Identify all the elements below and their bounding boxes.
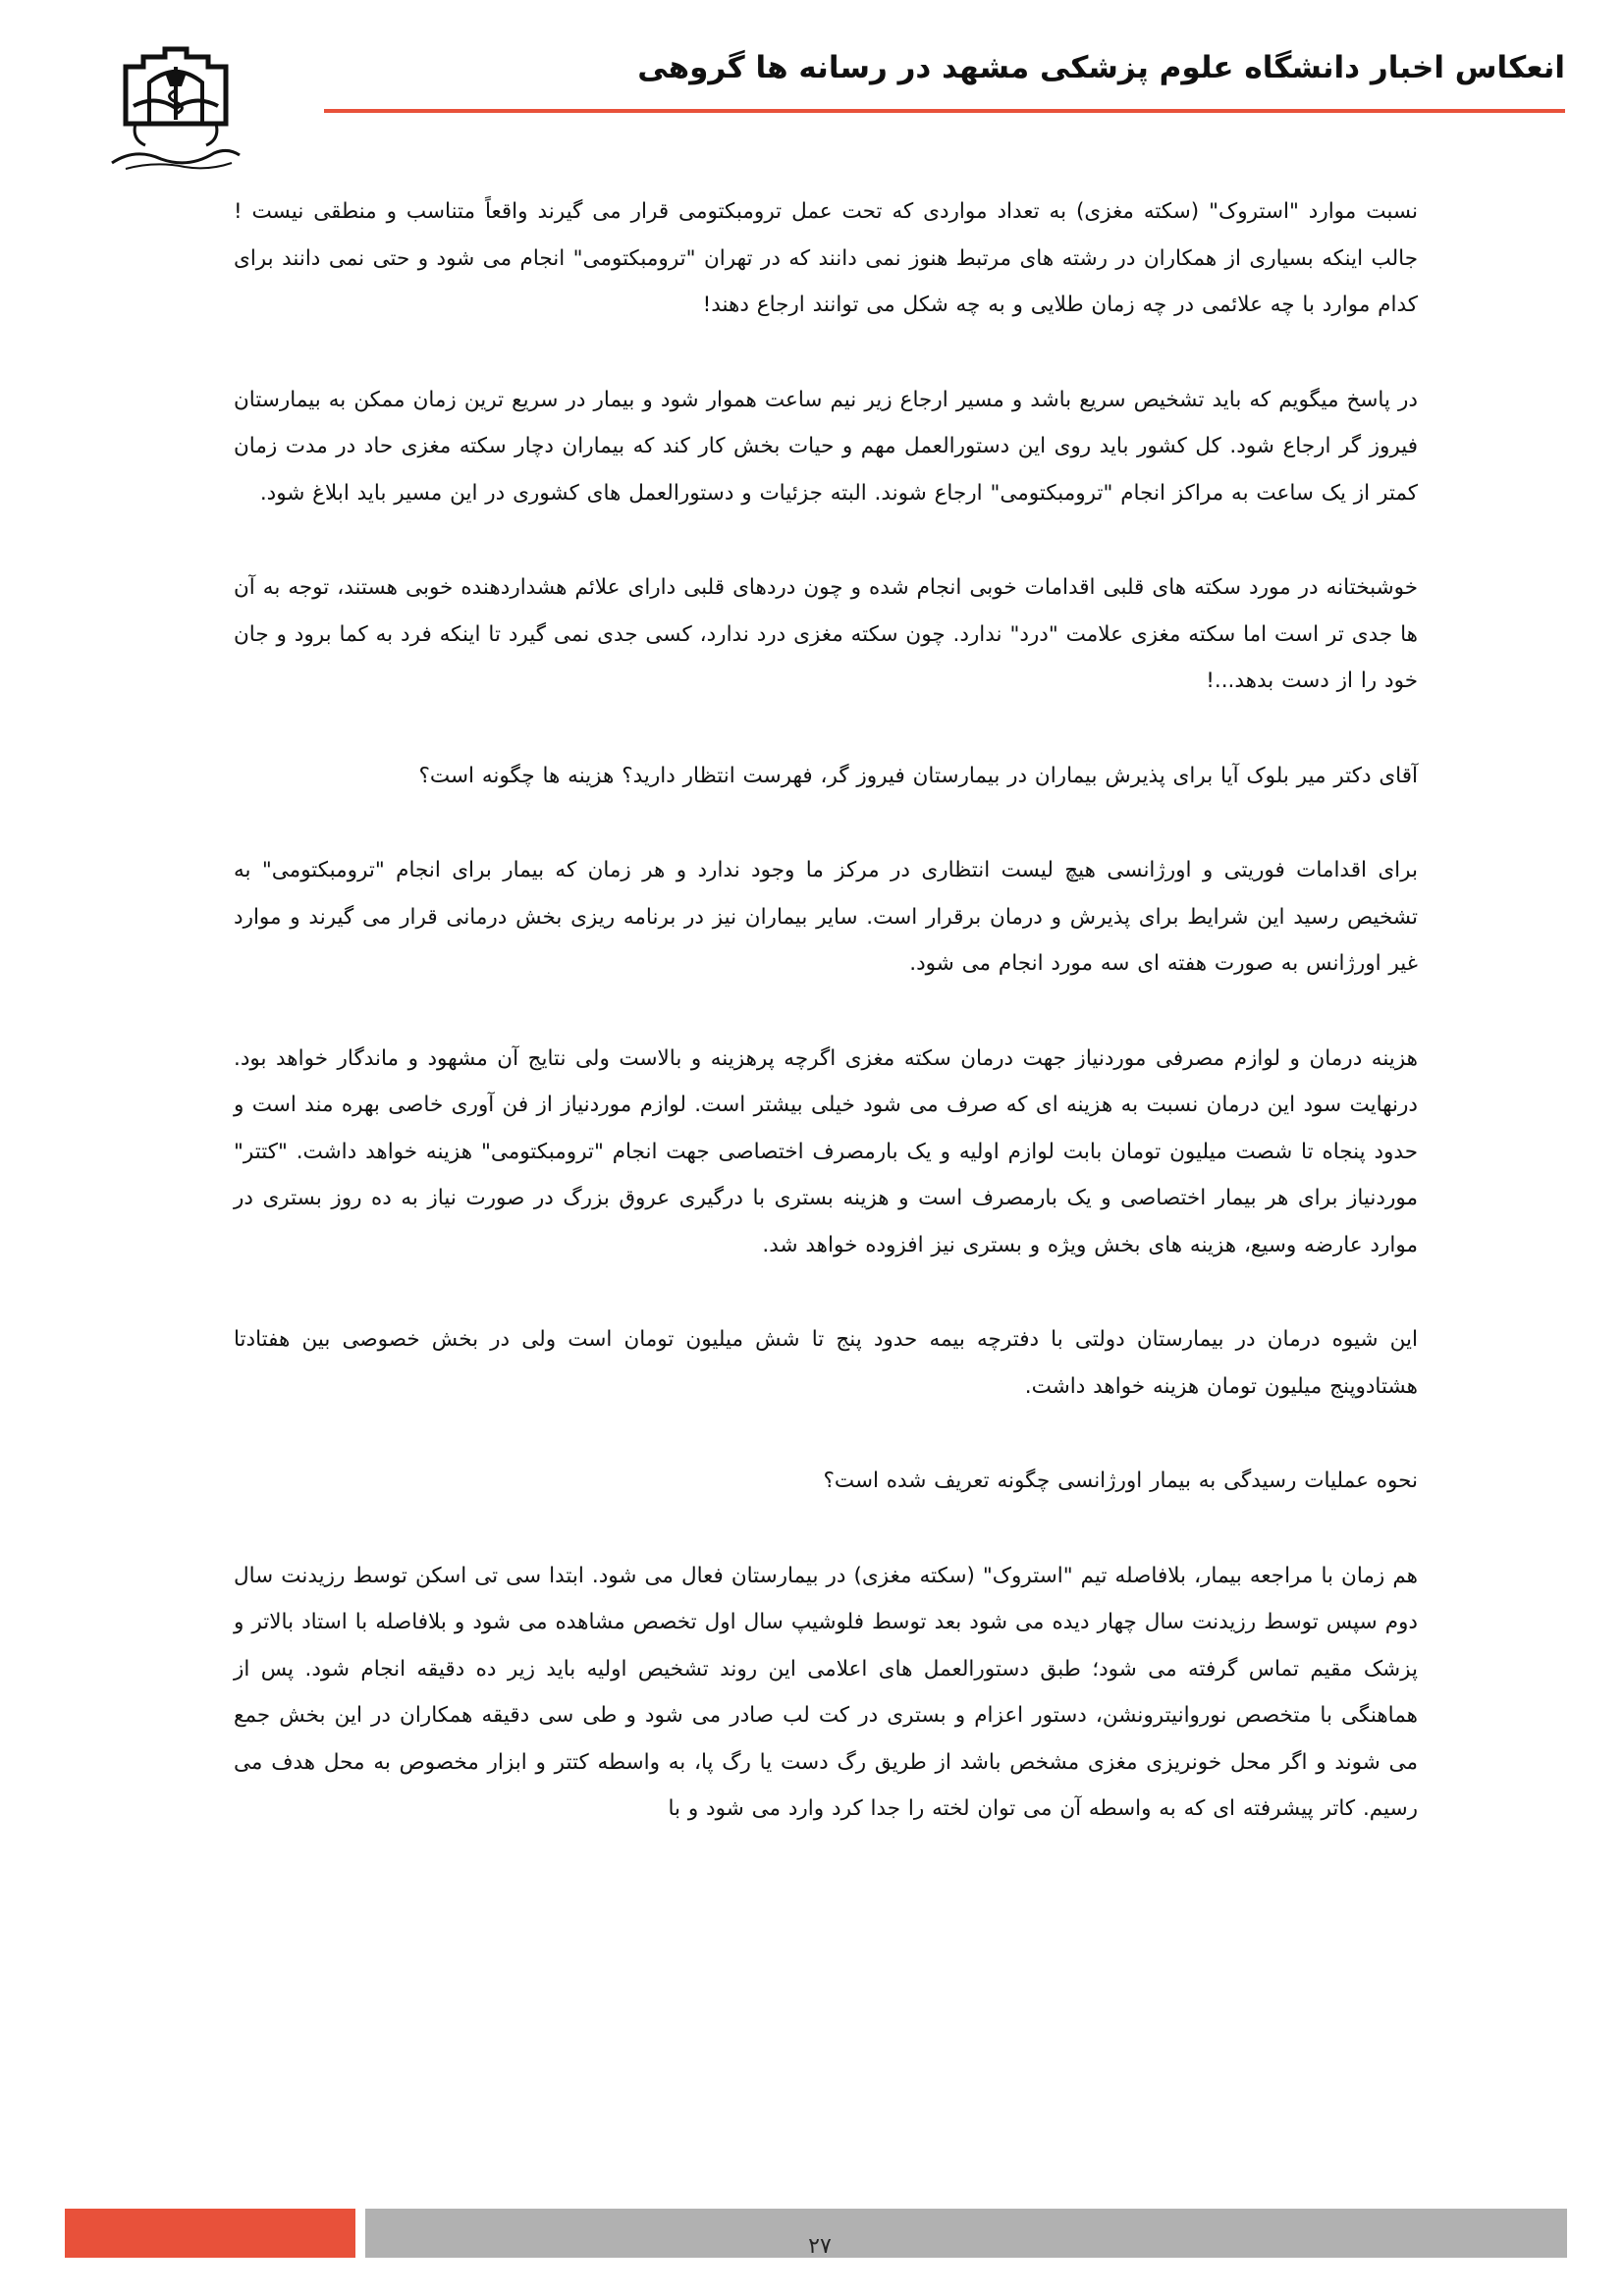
footer-accent-bar bbox=[65, 2209, 355, 2258]
article-body bbox=[234, 188, 1418, 1881]
article-paragraph-6: این شیوه درمان در بیمارستان دولتی با دفترچه بیمه حدود پنج تا شش میلیون تومان است ولی در بخش خصوصی بین هفتادتا هشتادوپنج میلیون تومان هزینه خواهد داشت. bbox=[234, 1327, 1418, 1399]
article-paragraph-1: نسبت موارد "استروک" (سکته مغزی) به تعداد مواردی که تحت عمل ترومبکتومی قرار می گیرند واقعاً متناسب و منطقی نیست ! جالب اینکه بسیاری از همکاران در رشته های مرتبط هنوز نمی دانند که در تهران "ترومبکتومی" انجام می شود و حتی نمی دانند برای کدام موارد با چه علائمی در چه زمان طلایی و به چه شکل می توانند ارجاع دهند! bbox=[234, 199, 1418, 317]
article-paragraph-2: در پاسخ میگویم که باید تشخیص سریع باشد و مسیر ارجاع زیر نیم ساعت هموار شود و بیمار در سریع ترین زمان ممکن به بیمارستان فیروز گر ارجاع شود. کل کشور باید روی این دستورالعمل مهم و حیات بخش کار کند که بیماران دچار سکته مغزی حاد در مدت زمان کمتر از یک ساعت به مراکز انجام "ترومبکتومی" ارجاع شوند. البته جزئیات و دستورالعمل های کشوری در این مسیر باید ابلاغ شود. bbox=[234, 387, 1418, 506]
university-emblem-icon bbox=[106, 37, 245, 177]
article-paragraph-7: هم زمان با مراجعه بیمار، بلافاصله تیم "استروک" (سکته مغزی) در بیمارستان فعال می شود. ابتدا سی تی اسکن توسط رزیدنت سال دوم سپس توسط رزیدنت سال چهار دیده می شود بعد توسط فلوشیپ سال اول تخصص مشاهده می شود و بلافاصله با استاد بالاتر و پزشک مقیم تماس گرفته می شود؛ طبق دستورالعمل های اعلامی این روند تشخیص اولیه باید زیر ده دقیقه انجام شود. پس از هماهنگی با متخصص نوروانیترونشن، دستور اعزام و بستری در کت لب صادر می شود و طی سی دقیقه همکاران در این بخش جمع می شوند و اگر محل خونریزی مغزی مشخص باشد از طریق رگ دست یا رگ پا، به واسطه کتتر و ابزار مخصوص به محل هدف می رسیم. کاتر پیشرفته ای که به واسطه آن می توان لخته را جدا کرد وارد می شود و با bbox=[234, 1563, 1418, 1821]
page-header-title: انعکاس اخبار دانشگاه علوم پزشکی مشهد در رسانه ها گروهی bbox=[637, 50, 1565, 85]
article-paragraph-3: خوشبختانه در مورد سکته های قلبی اقدامات خوبی انجام شده و چون دردهای قلبی دارای علائم هشداردهنده خوبی هستند، توجه به آن ها جدی تر است اما سکته مغزی علامت "درد" ندارد. چون سکته مغزی درد ندارد، کسی جدی نمی گیرد تا اینکه فرد به کما برود و جان خود را از دست بدهد...! bbox=[234, 575, 1418, 693]
footer-bar bbox=[365, 2209, 1567, 2258]
interview-question-2: نحوه عملیات رسیدگی به بیمار اورژانسی چگونه تعریف شده است؟ bbox=[823, 1468, 1418, 1493]
interview-question-1: آقای دکتر میر بلوک آیا برای پذیرش بیماران در بیمارستان فیروز گر، فهرست انتظار دارید؟ هزینه ها چگونه است؟ bbox=[418, 763, 1418, 788]
header-divider bbox=[324, 109, 1565, 113]
article-paragraph-5: هزینه درمان و لوازم مصرفی موردنیاز جهت درمان سکته مغزی اگرچه پرهزینه و بالاست ولی نتایج آن مشهود و ماندگار خواهد بود. درنهایت سود این درمان نسبت به هزینه ای که صرف می شود خیلی بیشتر است. لوازم موردنیاز از فن آوری خاصی بهره مند است و حدود پنجاه تا شصت میلیون تومان بابت لوازم اولیه و یک بارمصرف اختصاصی جهت انجام "ترومبکتومی" هزینه خواهد داشت. "کتتر" موردنیاز برای هر بیمار اختصاصی و یک بارمصرف است و هزینه بستری با درگیری عروق بزرگ در صورت نیاز به ده روز بستری در موارد عارضه وسیع، هزینه های بخش ویژه و بستری نیز افزوده خواهد شد. bbox=[234, 1045, 1418, 1257]
page-number: ۲۷ bbox=[808, 2234, 832, 2259]
article-paragraph-4: برای اقدامات فوریتی و اورژانسی هیچ لیست انتظاری در مرکز ما وجود ندارد و هر زمان که بیمار برای انجام "ترومبکتومی" به تشخیص رسید این شرایط برای پذیرش و درمان برقرار است. سایر بیماران نیز در برنامه ریزی بخش درمانی قرار می گیرند و موارد غیر اورژانس به صورت هفته ای سه مورد انجام می شود. bbox=[234, 858, 1418, 976]
